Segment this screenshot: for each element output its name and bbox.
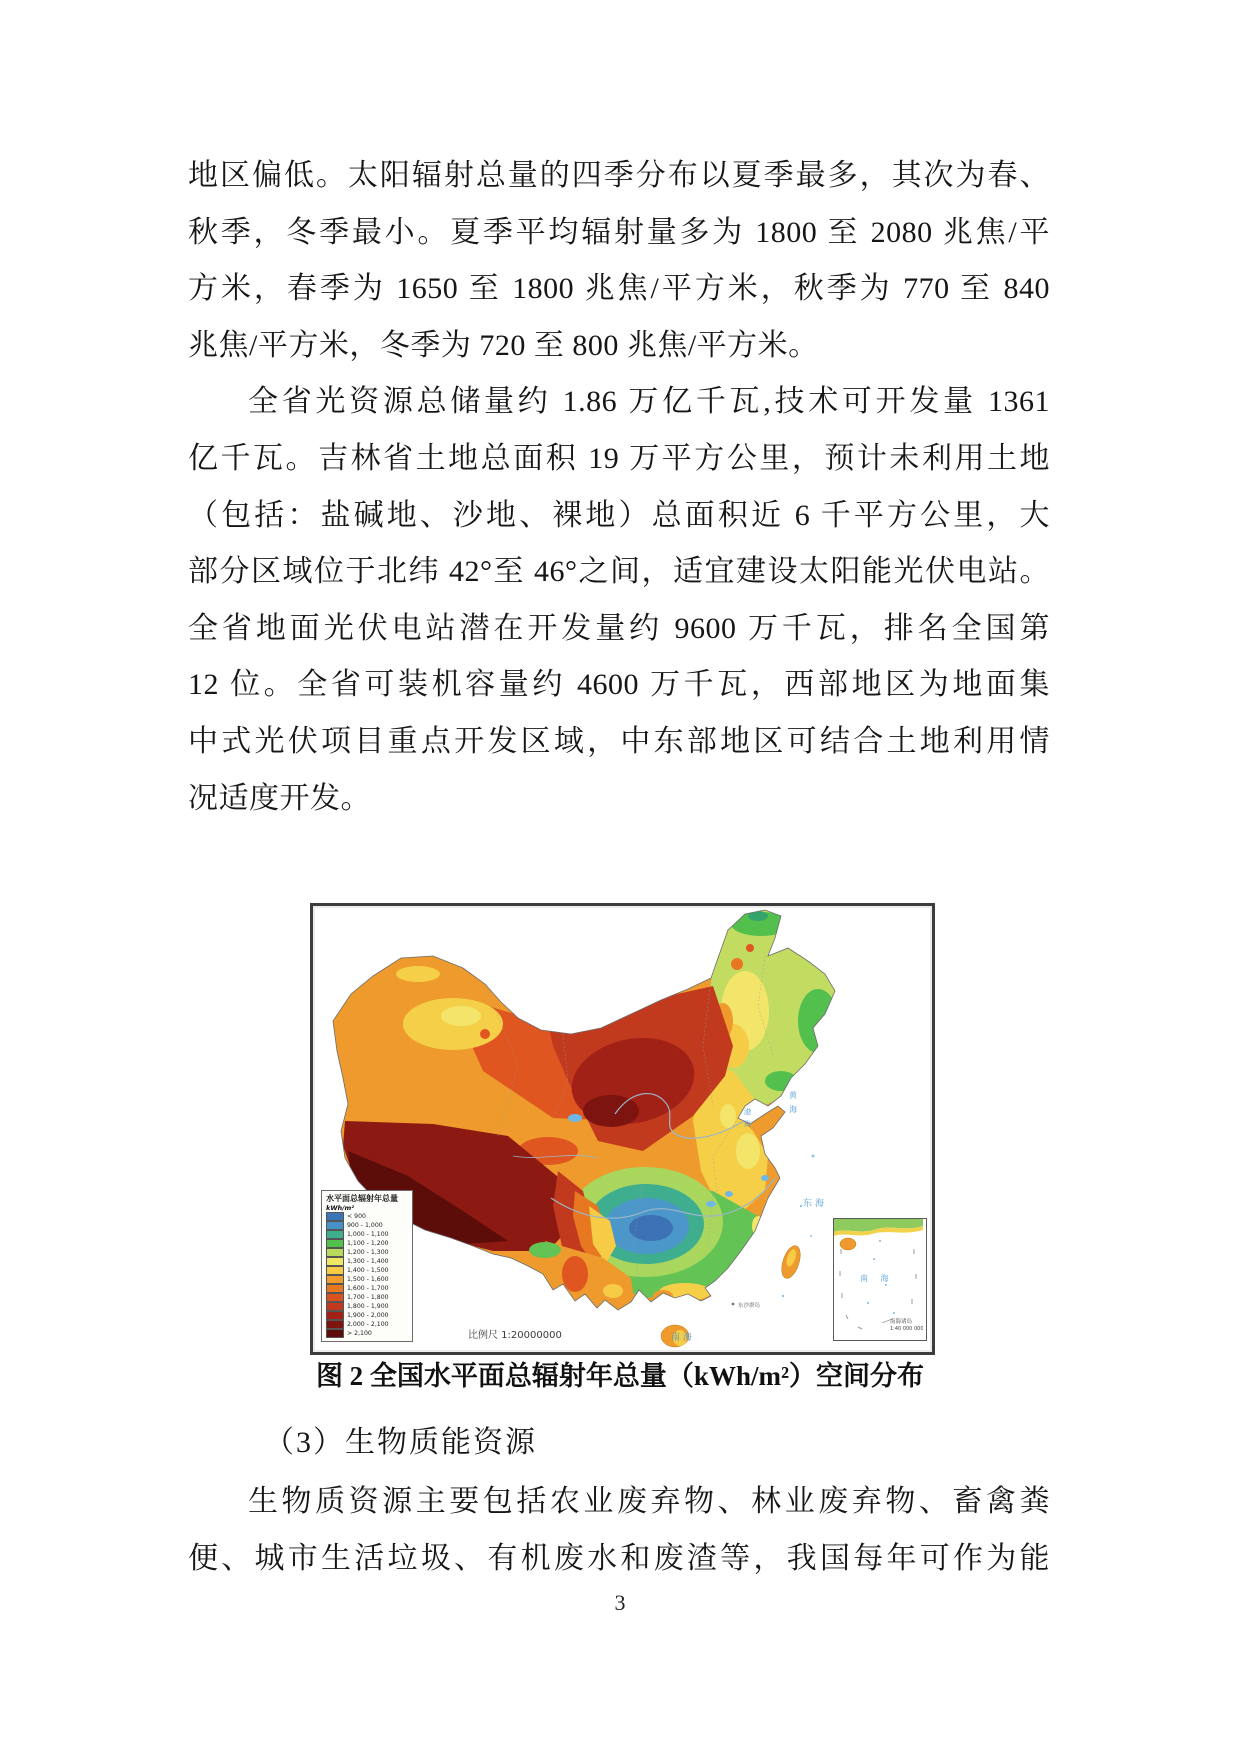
- legend-swatch: [326, 1239, 344, 1248]
- legend-row: [326, 1230, 410, 1239]
- map-scale-label: 比例尺 1:20000000: [468, 1330, 562, 1341]
- legend-label: 2,000 - 2,100: [347, 1321, 389, 1328]
- inset-map: [834, 1219, 923, 1337]
- text-line: （包括：盐碱地、沙地、裸地）总面积近 6 千平方公里，大: [188, 498, 1050, 532]
- legend-swatch: [326, 1311, 344, 1320]
- bohai-label: 海: [744, 1120, 751, 1128]
- legend-swatch: [326, 1230, 344, 1239]
- legend-swatch: [326, 1284, 344, 1293]
- inset-dash-line: [840, 1249, 916, 1329]
- legend-row: [326, 1293, 410, 1302]
- legend-label: 1,600 - 1,700: [347, 1285, 389, 1292]
- legend-label: 1,400 - 1,500: [347, 1267, 389, 1274]
- legend-unit: kWh/m²: [326, 1204, 355, 1212]
- inset-islands-label: 南海诸岛: [890, 1319, 913, 1325]
- dongsha-marker: [732, 1303, 735, 1306]
- inset-hainan: [840, 1238, 856, 1250]
- dongsha-label: 东沙群岛: [738, 1303, 761, 1309]
- legend-swatch: [326, 1275, 344, 1284]
- legend-row: [326, 1320, 410, 1329]
- text-line: 方米，春季为 1650 至 1800 兆焦/平方米，秋季为 770 至 840: [188, 272, 1050, 306]
- text-line: 亿千瓦。吉林省土地总面积 19 万平方公里，预计未利用土地: [188, 441, 1050, 475]
- text-line: 便、城市生活垃圾、有机废水和废渣等，我国每年可作为能: [188, 1541, 1050, 1575]
- huanghai-label: 海: [789, 1105, 797, 1114]
- figure-caption: 图 2 全国水平面总辐射年总量（kWh/m²）空间分布: [315, 1361, 925, 1391]
- legend-row: [326, 1248, 410, 1257]
- legend-swatch: [326, 1221, 344, 1230]
- text-line: 况适度开发。: [188, 781, 371, 815]
- legend-swatch: [326, 1320, 344, 1329]
- legend-row: [326, 1266, 410, 1275]
- legend-swatch: [326, 1293, 344, 1302]
- legend-title: 水平面总辐射年总量: [326, 1194, 398, 1203]
- legend-swatch: [326, 1302, 344, 1311]
- figure-map: [310, 903, 935, 1355]
- text-line: 12 位。全省可装机容量约 4600 万千瓦，西部地区为地面集: [188, 668, 1050, 702]
- legend-row: [326, 1212, 410, 1221]
- legend-swatch: [326, 1266, 344, 1275]
- inset-scale-label: 1:40 000 000: [890, 1326, 923, 1332]
- legend-row: [326, 1257, 410, 1266]
- text-line: 兆焦/平方米，冬季为 720 至 800 兆焦/平方米。: [188, 328, 819, 362]
- text-line: 地区偏低。太阳辐射总量的四季分布以夏季最多，其次为春、: [188, 159, 1050, 192]
- legend-row: [326, 1302, 410, 1311]
- taiwan-island: [778, 1243, 804, 1280]
- legend-label: 1,800 - 1,900: [347, 1303, 389, 1310]
- legend-swatch: [326, 1257, 344, 1266]
- text-line: 部分区域位于北纬 42°至 46°之间，适宜建设太阳能光伏电站。: [188, 555, 1050, 589]
- text-line: 生物质资源主要包括农业废弃物、林业废弃物、畜禽粪: [248, 1485, 1050, 1518]
- legend-row: [326, 1284, 410, 1293]
- tail-text: [188, 1474, 1050, 1587]
- text-line: 中式光伏项目重点开发区域，中东部地区可结合土地利用情: [188, 724, 1050, 758]
- section-heading: （3）生物质能资源: [264, 1426, 537, 1459]
- legend-row: [326, 1239, 410, 1248]
- body-text: [188, 148, 1050, 827]
- legend-rows: [326, 1212, 410, 1338]
- legend-label: 1,700 - 1,800: [347, 1294, 389, 1301]
- text-line: 全省光资源总储量约 1.86 万亿千瓦,技术可开发量 1361: [248, 385, 1050, 419]
- text-line: 秋季，冬季最小。夏季平均辐射量多为 1800 至 2080 兆焦/平: [188, 215, 1050, 249]
- legend-label: 900 - 1,000: [347, 1222, 383, 1229]
- legend-label: 1,000 - 1,100: [347, 1231, 389, 1238]
- south-china-sea-inset: [833, 1218, 927, 1341]
- legend-row: [326, 1221, 410, 1230]
- legend-row: [326, 1275, 410, 1284]
- legend-swatch: [326, 1248, 344, 1257]
- huanghai-label: 黄: [789, 1091, 797, 1100]
- legend-label: 1,100 - 1,200: [347, 1240, 389, 1247]
- page-number: 3: [614, 1590, 626, 1615]
- donghai-label: 东 海: [803, 1199, 824, 1209]
- legend-label: 1,900 - 2,000: [347, 1312, 389, 1319]
- nanhai-label: 南 海: [671, 1333, 692, 1343]
- legend-label: 1,200 - 1,300: [347, 1249, 389, 1256]
- legend-label: > 2,100: [347, 1330, 372, 1337]
- legend-swatch: [326, 1212, 344, 1221]
- bohai-label: 渤: [744, 1108, 751, 1116]
- text-line: 全省地面光伏电站潜在开发量约 9600 万千瓦，排名全国第: [188, 611, 1050, 645]
- legend-label: 1,500 - 1,600: [347, 1276, 389, 1283]
- legend-row: [326, 1329, 410, 1338]
- inset-sea-label: 南 海: [860, 1274, 894, 1283]
- legend-label: < 900: [347, 1213, 366, 1220]
- legend-swatch: [326, 1329, 344, 1338]
- legend-row: [326, 1311, 410, 1320]
- legend-label: 1,300 - 1,400: [347, 1258, 389, 1265]
- map-legend: [321, 1190, 413, 1342]
